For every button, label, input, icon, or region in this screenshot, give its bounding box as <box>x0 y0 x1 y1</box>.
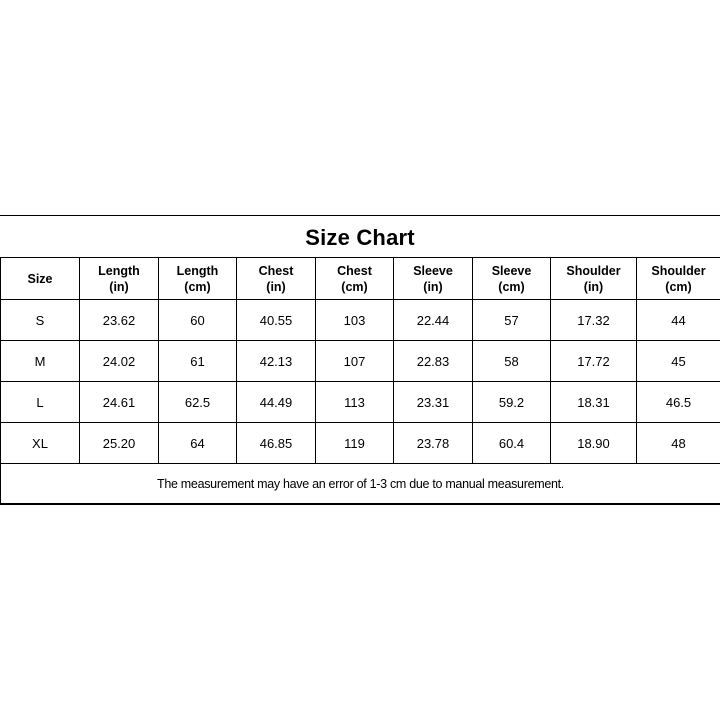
table-cell: 44 <box>637 300 720 341</box>
table-cell: 25.20 <box>80 423 159 464</box>
measurement-note: The measurement may have an error of 1-3 cm due to manual measurement. <box>1 464 720 505</box>
table-cell: 107 <box>316 341 394 382</box>
table-cell: M <box>1 341 80 382</box>
table-cell: S <box>1 300 80 341</box>
table-cell: 48 <box>637 423 720 464</box>
table-cell: 18.90 <box>551 423 637 464</box>
table-cell: 46.85 <box>237 423 316 464</box>
table-row <box>1 341 720 382</box>
header-length-in: Length (in) <box>80 258 159 300</box>
header-chest-cm: Chest (cm) <box>316 258 394 300</box>
table-row <box>1 300 720 341</box>
table-cell: 23.31 <box>394 382 473 423</box>
table-cell: 17.32 <box>551 300 637 341</box>
table-cell: 59.2 <box>473 382 551 423</box>
header-shoulder-cm: Shoulder (cm) <box>637 258 720 300</box>
size-chart <box>0 215 720 504</box>
table-cell: 119 <box>316 423 394 464</box>
table-row <box>1 382 720 423</box>
table-cell: 23.62 <box>80 300 159 341</box>
table-cell: 60 <box>159 300 237 341</box>
table-cell: 58 <box>473 341 551 382</box>
table-cell: 61 <box>159 341 237 382</box>
table-cell: 17.72 <box>551 341 637 382</box>
table-cell: 22.83 <box>394 341 473 382</box>
chart-title: Size Chart <box>305 225 415 250</box>
table-cell: 62.5 <box>159 382 237 423</box>
header-length-cm: Length (cm) <box>159 258 237 300</box>
table-row <box>1 423 720 464</box>
note-row <box>1 464 720 505</box>
table-cell: 60.4 <box>473 423 551 464</box>
table-cell: 23.78 <box>394 423 473 464</box>
table-cell: 46.5 <box>637 382 720 423</box>
header-size: Size <box>1 258 80 300</box>
header-shoulder-in: Shoulder (in) <box>551 258 637 300</box>
table-cell: 44.49 <box>237 382 316 423</box>
table-cell: XL <box>1 423 80 464</box>
header-sleeve-in: Sleeve (in) <box>394 258 473 300</box>
table-cell: 24.61 <box>80 382 159 423</box>
header-sleeve-cm: Sleeve (cm) <box>473 258 551 300</box>
table-cell: 103 <box>316 300 394 341</box>
table-cell: 42.13 <box>237 341 316 382</box>
table-cell: 113 <box>316 382 394 423</box>
table-cell: 22.44 <box>394 300 473 341</box>
table-cell: 40.55 <box>237 300 316 341</box>
header-chest-in: Chest (in) <box>237 258 316 300</box>
table-cell: 24.02 <box>80 341 159 382</box>
table-cell: 45 <box>637 341 720 382</box>
header-row <box>1 258 720 300</box>
table-cell: L <box>1 382 80 423</box>
table-cell: 18.31 <box>551 382 637 423</box>
table-cell: 64 <box>159 423 237 464</box>
table-cell: 57 <box>473 300 551 341</box>
size-table <box>0 257 720 505</box>
